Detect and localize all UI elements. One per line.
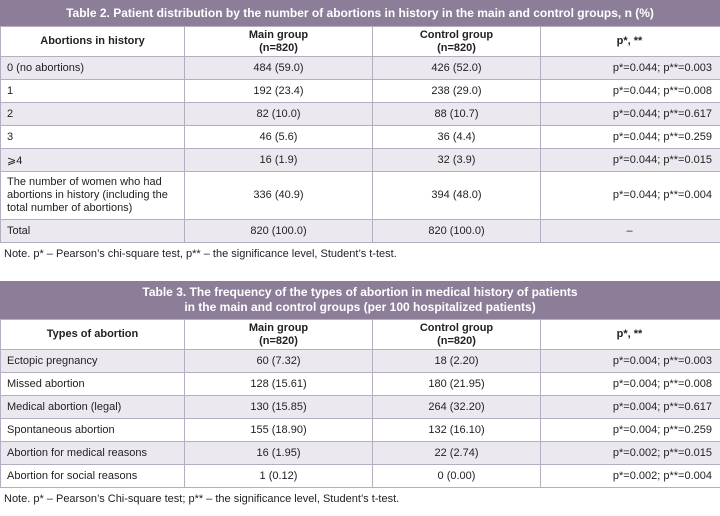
main-value: 46 (5.6) bbox=[185, 126, 373, 149]
table2-header-control-n: (n=820) bbox=[437, 41, 476, 54]
table-row bbox=[1, 126, 720, 149]
table3-header-control-label: Control group bbox=[419, 321, 494, 334]
p-value: p*=0.004; p**=0.008 bbox=[541, 373, 720, 396]
table-row bbox=[1, 396, 720, 419]
control-value: 264 (32.20) bbox=[373, 396, 541, 419]
table2-title: Table 2. Patient distribution by the number of abortions in history in the main and control groups, n (%) bbox=[0, 0, 720, 26]
p-value: p*=0.004; p**=0.259 bbox=[541, 419, 720, 442]
row-label: 3 bbox=[1, 126, 185, 149]
control-value: 32 (3.9) bbox=[373, 149, 541, 172]
p-value: p*=0.002; p**=0.004 bbox=[541, 465, 720, 488]
table-row bbox=[1, 80, 720, 103]
p-value: p*=0.044; p**=0.617 bbox=[541, 103, 720, 126]
table3-header-control-n: (n=820) bbox=[437, 334, 476, 347]
p-value: p*=0.044; p**=0.259 bbox=[541, 126, 720, 149]
table3-header-main-label: Main group bbox=[248, 321, 309, 334]
main-value: 820 (100.0) bbox=[185, 220, 373, 243]
table3 bbox=[0, 319, 720, 488]
table2-header-main-label: Main group bbox=[248, 28, 309, 41]
p-value: p*=0.044; p**=0.004 bbox=[541, 172, 720, 220]
control-value: 394 (48.0) bbox=[373, 172, 541, 220]
table-row bbox=[1, 419, 720, 442]
p-value: p*=0.004; p**=0.617 bbox=[541, 396, 720, 419]
row-label: Abortion for medical reasons bbox=[1, 442, 185, 465]
row-label: Ectopic pregnancy bbox=[1, 350, 185, 373]
table-row bbox=[1, 442, 720, 465]
control-value: 426 (52.0) bbox=[373, 57, 541, 80]
row-label: 1 bbox=[1, 80, 185, 103]
control-value: 18 (2.20) bbox=[373, 350, 541, 373]
row-label: 2 bbox=[1, 103, 185, 126]
table3-header-row bbox=[1, 320, 720, 350]
row-label: Total bbox=[1, 220, 185, 243]
control-value: 0 (0.00) bbox=[373, 465, 541, 488]
table2-note: Note. p* – Pearson’s chi-square test, p** – the significance level, Student’s t-test. bbox=[4, 248, 397, 260]
table2 bbox=[0, 26, 720, 243]
row-label: Medical abortion (legal) bbox=[1, 396, 185, 419]
main-value: 192 (23.4) bbox=[185, 80, 373, 103]
table3-note: Note. p* – Pearson’s Chi-square test; p** – the significance level, Student’s t-test. bbox=[4, 493, 400, 505]
p-value: p*=0.004; p**=0.003 bbox=[541, 350, 720, 373]
table-row bbox=[1, 350, 720, 373]
table3-title bbox=[0, 281, 720, 319]
table2-header-main-n: (n=820) bbox=[259, 41, 298, 54]
table3-title-line2: in the main and control groups (per 100 hospitalized patients) bbox=[184, 300, 536, 314]
main-value: 82 (10.0) bbox=[185, 103, 373, 126]
table3-header-main-n: (n=820) bbox=[259, 334, 298, 347]
table-row bbox=[1, 149, 720, 172]
row-label: Missed abortion bbox=[1, 373, 185, 396]
control-value: 36 (4.4) bbox=[373, 126, 541, 149]
table2-header-control bbox=[373, 27, 541, 57]
control-value: 88 (10.7) bbox=[373, 103, 541, 126]
main-value: 60 (7.32) bbox=[185, 350, 373, 373]
p-value: – bbox=[541, 220, 720, 243]
table3-header-control bbox=[373, 320, 541, 350]
table2-header-p: p*, ** bbox=[541, 27, 720, 57]
table2-header-row bbox=[1, 27, 720, 57]
p-value: p*=0.044; p**=0.008 bbox=[541, 80, 720, 103]
table3-header-main bbox=[185, 320, 373, 350]
table-row bbox=[1, 465, 720, 488]
table3-header-p: p*, ** bbox=[541, 320, 720, 350]
p-value: p*=0.044; p**=0.003 bbox=[541, 57, 720, 80]
table2-header-abortions: Abortions in history bbox=[1, 27, 185, 57]
table-row bbox=[1, 57, 720, 80]
table2-header-control-label: Control group bbox=[419, 28, 494, 41]
control-value: 180 (21.95) bbox=[373, 373, 541, 396]
p-value: p*=0.044; p**=0.015 bbox=[541, 149, 720, 172]
control-value: 820 (100.0) bbox=[373, 220, 541, 243]
spacer bbox=[0, 265, 720, 281]
main-value: 16 (1.95) bbox=[185, 442, 373, 465]
main-value: 1 (0.12) bbox=[185, 465, 373, 488]
table-row bbox=[1, 172, 720, 220]
main-value: 484 (59.0) bbox=[185, 57, 373, 80]
main-value: 130 (15.85) bbox=[185, 396, 373, 419]
row-label: Abortion for social reasons bbox=[1, 465, 185, 488]
control-value: 238 (29.0) bbox=[373, 80, 541, 103]
row-label: Spontaneous abortion bbox=[1, 419, 185, 442]
control-value: 132 (16.10) bbox=[373, 419, 541, 442]
row-label: 0 (no abortions) bbox=[1, 57, 185, 80]
control-value: 22 (2.74) bbox=[373, 442, 541, 465]
table3-title-line1: Table 3. The frequency of the types of abortion in medical history of patients bbox=[142, 285, 578, 299]
main-value: 128 (15.61) bbox=[185, 373, 373, 396]
table3-header-types: Types of abortion bbox=[1, 320, 185, 350]
main-value: 336 (40.9) bbox=[185, 172, 373, 220]
table-row bbox=[1, 103, 720, 126]
table-row bbox=[1, 373, 720, 396]
main-value: 155 (18.90) bbox=[185, 419, 373, 442]
row-label: The number of women who had abortions in history (including the total number of abortions) bbox=[1, 172, 185, 220]
table2-header-main bbox=[185, 27, 373, 57]
row-label: ⩾4 bbox=[1, 149, 185, 172]
table-row bbox=[1, 220, 720, 243]
p-value: p*=0.002; p**=0.015 bbox=[541, 442, 720, 465]
main-value: 16 (1.9) bbox=[185, 149, 373, 172]
